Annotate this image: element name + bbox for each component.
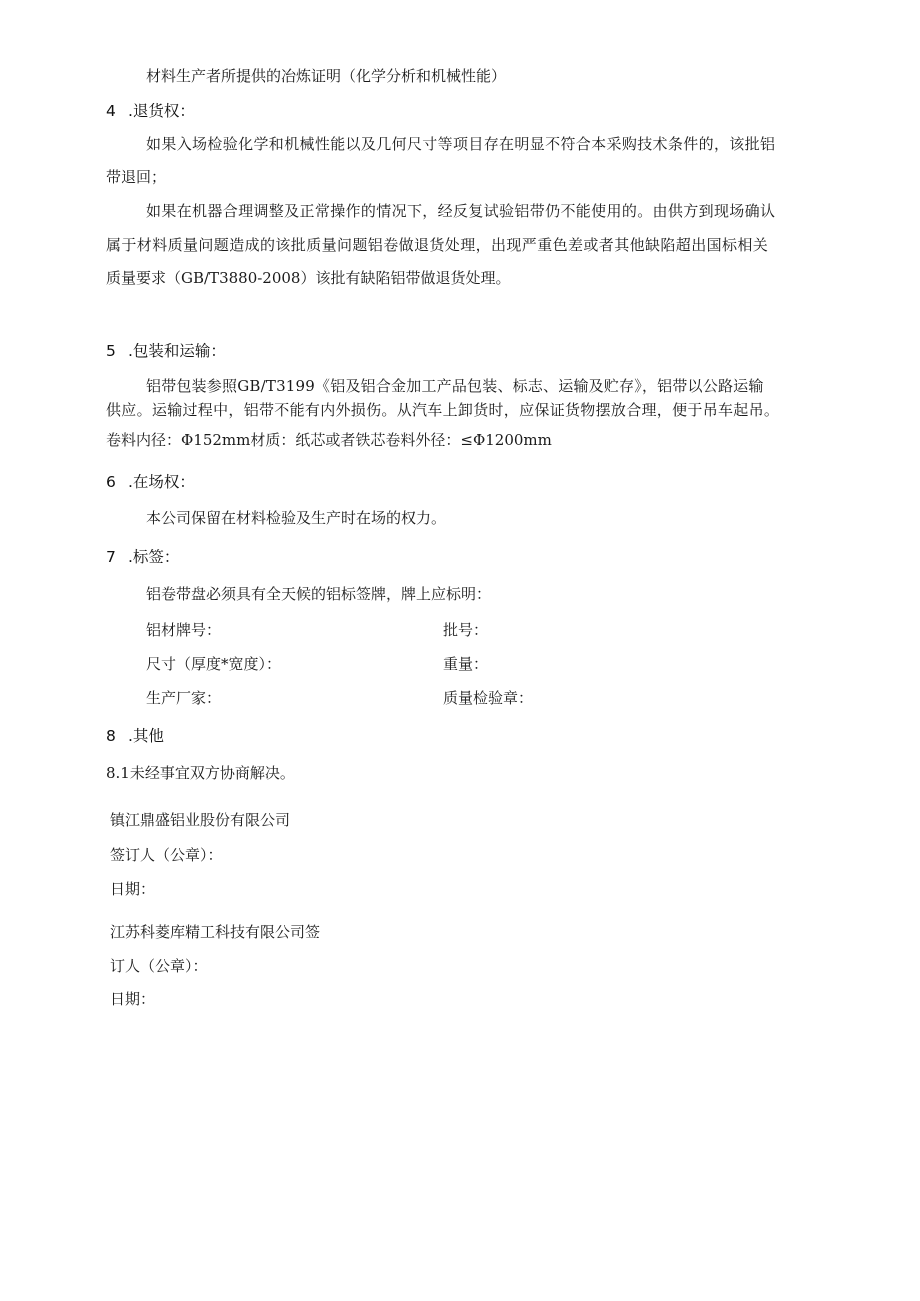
section-7-intro: 铝卷带盘必须具有全天候的铝标签牌，牌上应标明： xyxy=(146,585,492,603)
label-field-right: 重量： xyxy=(443,655,489,673)
party-1-company: 镇江鼎盛铝业股份有限公司 xyxy=(110,811,291,829)
section-4-paragraph-1-line-2: 带退回； xyxy=(106,168,167,186)
section-5-line-1: 铝带包装参照GB/T3199《铝及铝合金加工产品包装、标志、运输及贮存》，铝带以公路运输 xyxy=(146,377,764,395)
section-4-title: .退货权： xyxy=(128,102,195,120)
label-field-left: 铝材牌号： xyxy=(146,621,222,639)
section-8-number: 8 xyxy=(106,727,116,745)
section-5-line-2: 供应。运输过程中，铝带不能有内外损伤。从汽车上卸货时，应保证货物摆放合理，便于吊车起吊。 xyxy=(106,401,780,419)
label-field-right: 批号： xyxy=(443,621,489,639)
section-7-heading xyxy=(106,547,179,567)
section-5-line-3: 卷料内径：Φ152mm材质：纸芯或者铁芯卷料外径：≤Φ1200mm xyxy=(106,431,552,449)
party-1-signer: 签订人（公章）： xyxy=(110,846,223,864)
section-6-number: 6 xyxy=(106,473,116,491)
party-1-date: 日期： xyxy=(110,880,156,898)
intro-line: 材料生产者所提供的冶炼证明（化学分析和机械性能） xyxy=(146,67,507,85)
section-5-heading xyxy=(106,341,226,361)
party-2-company: 江苏科菱库精工科技有限公司签 xyxy=(110,923,321,941)
section-6-title: .在场权： xyxy=(128,473,195,491)
label-field-left: 生产厂家： xyxy=(146,689,222,707)
party-2-date: 日期： xyxy=(110,990,156,1008)
label-field-left: 尺寸（厚度*宽度）： xyxy=(146,655,282,673)
section-4-number: 4 xyxy=(106,102,116,120)
section-7-title: .标签： xyxy=(128,548,180,566)
section-8-item: 8.1未经事宜双方协商解决。 xyxy=(106,764,295,782)
section-7-number: 7 xyxy=(106,548,116,566)
label-field-right: 质量检验章： xyxy=(443,689,534,707)
section-4-paragraph-2-line-1: 如果在机器合理调整及正常操作的情况下，经反复试验铝带仍不能使用的。由供方到现场确认 xyxy=(146,202,776,220)
section-4-paragraph-2-line-2: 属于材料质量问题造成的该批质量问题铝卷做退货处理，出现严重色差或者其他缺陷超出国标相关 xyxy=(106,236,769,254)
section-8-title: .其他 xyxy=(128,727,164,745)
section-4-paragraph-2-line-3: 质量要求（GB/T3880-2008）该批有缺陷铝带做退货处理。 xyxy=(106,269,511,287)
section-5-title: .包装和运输： xyxy=(128,342,226,360)
section-8-heading xyxy=(106,726,164,746)
section-4-paragraph-1-line-1: 如果入场检验化学和机械性能以及几何尺寸等项目存在明显不符合本采购技术条件的，该批铝 xyxy=(146,135,776,153)
section-5-number: 5 xyxy=(106,342,116,360)
section-6-text: 本公司保留在材料检验及生产时在场的权力。 xyxy=(146,509,447,527)
party-2-signer: 订人（公章）： xyxy=(110,957,208,975)
section-6-heading xyxy=(106,472,195,492)
section-4-heading xyxy=(106,101,195,121)
